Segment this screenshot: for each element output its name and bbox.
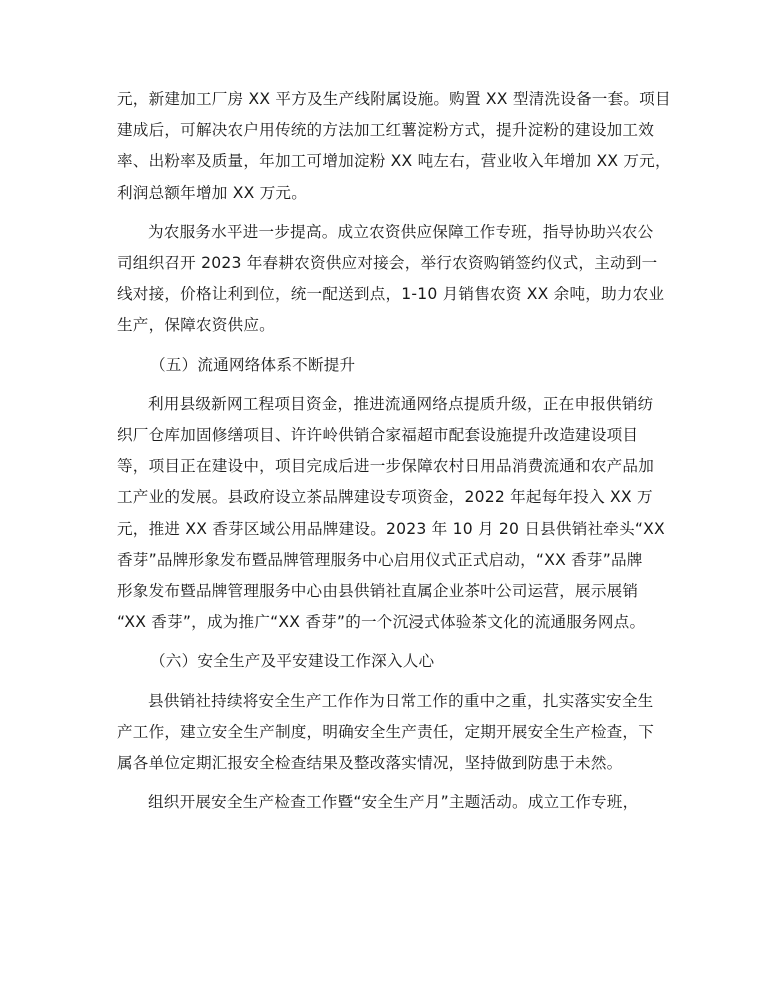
text-line: 线对接，价格让利到位，统一配送到点，1-10 月销售农资 XX 余吨，助力农业: [117, 285, 665, 304]
text-line: 率、出粉率及质量，年加工可增加淀粉 XX 吨左右，营业收入年增加 XX 万元，: [117, 152, 671, 171]
paragraph-safety-month: [117, 787, 657, 818]
paragraph-project-construction: [117, 84, 671, 209]
text-line: 香芽”品牌形象发布暨品牌管理服务中心启用仪式正式启动，“XX 香芽”品牌: [117, 550, 643, 569]
text-line: “XX 香芽”，成为推广“XX 香芽”的一个沉浸式体验茶文化的流通服务网点。: [117, 613, 646, 632]
text-line: 为农服务水平进一步提高。成立农资供应保障工作专班，指导协助兴农公: [148, 222, 654, 241]
text-line: 司组织召开 2023 年春耕农资供应对接会，举行农资购销签约仪式，主动到一: [117, 254, 658, 273]
text-line: 元，推进 XX 香芽区域公用品牌建设。2023 年 10 月 20 日县供销社牵头“XX: [117, 519, 665, 538]
text-line: 等，项目正在建设中，项目完成后进一步保障农村日用品消费流通和农产品加: [117, 457, 654, 476]
text-line: 织厂仓库加固修缮项目、许许岭供销合家福超市配套设施提升改造建设项目: [117, 426, 639, 445]
text-line: 建成后，可解决农户用传统的方法加工红薯淀粉方式，提升淀粉的建设加工效: [117, 121, 654, 140]
section-heading-6: （六）安全生产及平安建设工作深入人心: [150, 652, 435, 671]
paragraph-farm-service: [117, 217, 665, 342]
paragraph-safety-production: [117, 686, 657, 780]
text-line: 利用县级新网工程项目资金，推进流通网络点提质升级，正在申报供销纺: [148, 394, 654, 413]
text-line: 县供销社持续将安全生产工作作为日常工作的重中之重，扎实落实安全生: [148, 691, 654, 710]
text-line: 组织开展安全生产检查工作暨“安全生产月”主题活动。成立工作专班，: [148, 793, 639, 812]
section-heading-5: （五）流通网络体系不断提升: [150, 355, 356, 374]
text-line: 产工作，建立安全生产制度，明确安全生产责任，定期开展安全生产检查，下: [117, 722, 654, 741]
document-body: [117, 84, 671, 826]
text-line: 元，新建加工厂房 XX 平方及生产线附属设施。购置 XX 型清洗设备一套。项目: [117, 90, 671, 108]
text-line: 工产业的发展。县政府设立茶品牌建设专项资金，2022 年起每年投入 XX 万: [117, 488, 653, 507]
text-line: 属各单位定期汇报安全检查结果及整改落实情况，坚持做到防患于未然。: [117, 754, 623, 773]
text-line: 利润总额年增加 XX 万元。: [117, 183, 308, 202]
paragraph-distribution-network: [117, 389, 665, 639]
text-line: 生产，保障农资供应。: [117, 316, 275, 335]
text-line: 形象发布暨品牌管理服务中心由县供销社直属企业茶叶公司运营，展示展销: [117, 582, 639, 601]
